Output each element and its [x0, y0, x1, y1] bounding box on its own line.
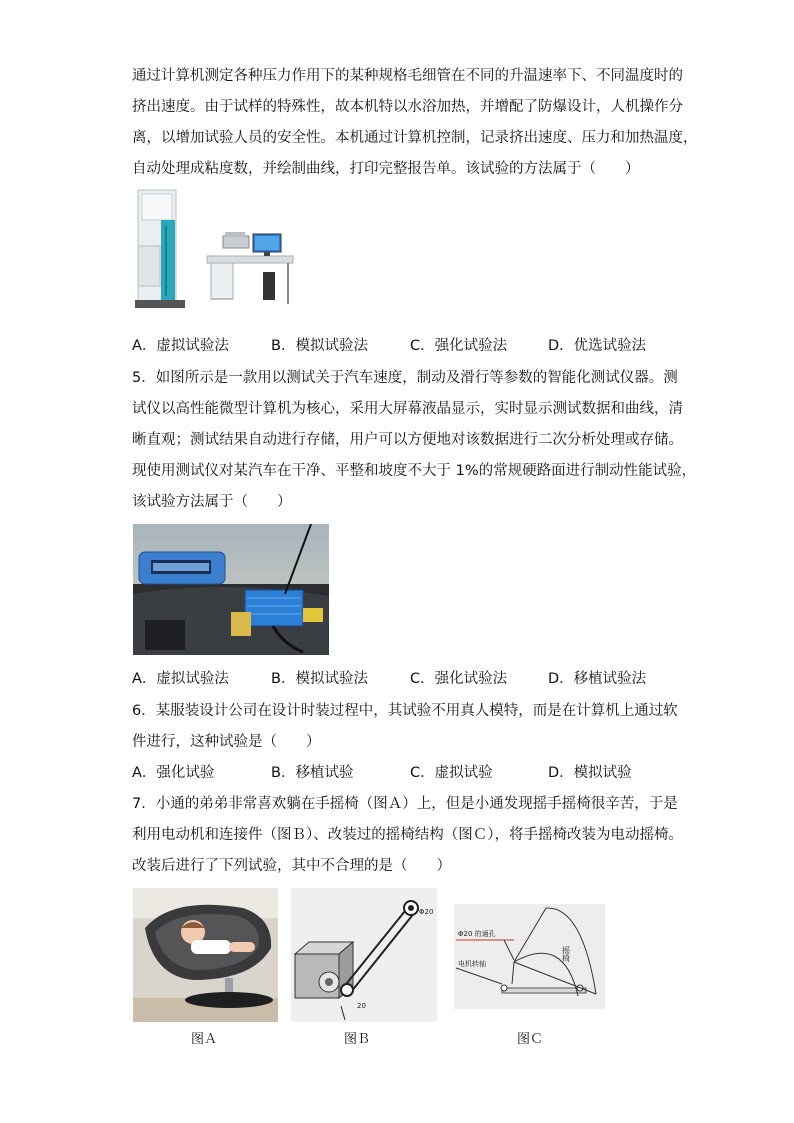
q5-text-line: 现使用测试仪对某汽车在干净、平整和坡度不大于 1%的常规硬路面进行制动性能试验，	[132, 463, 697, 479]
q7-text-line: 利用电动机和连接件（图Ｂ）、改装过的摇椅结构（图Ｃ），将手摇椅改装为电动摇椅。	[132, 827, 683, 843]
q5-text-line: 5．如图所示是一款用以测试关于汽车速度，制动及滑行等参数的智能化测试仪器。测	[132, 370, 678, 386]
q6-option-d: D．模拟试验	[548, 765, 632, 781]
q4-text-line: 通过计算机测定各种压力作用下的某种规格毛细管在不同的升温速率下、不同温度时的	[132, 68, 683, 84]
q4-text-line: 离，以增加试验人员的安全性。本机通过计算机控制，记录挤出速度、压力和加热温度，	[132, 130, 698, 146]
caption-figure-c: 图Ｃ	[517, 1032, 544, 1047]
motor-linkage-diagram	[291, 888, 437, 1022]
fig-c-hole-label: Φ20 的通孔	[458, 930, 496, 938]
fig-b-dim-label: 20	[357, 1002, 366, 1010]
chair-structure-diagram	[454, 904, 605, 1009]
q4-option-a: A．虚拟试验法	[132, 338, 229, 354]
q6-option-b: B．移植试验	[271, 765, 354, 781]
q5-option-a: A．虚拟试验法	[132, 671, 229, 687]
q6-text-line: 件进行，这种试验是（ ）	[132, 734, 321, 750]
fig-c-shaft-label: 电机转轴	[458, 960, 486, 968]
q6-option-c: C．虚拟试验	[410, 765, 493, 781]
viscometer-photo	[133, 186, 298, 314]
q4-option-d: D．优选试验法	[548, 338, 647, 354]
q5-option-c: C．强化试验法	[410, 671, 508, 687]
q4-text-line: 自动处理成粘度数，并绘制曲线，打印完整报告单。该试验的方法属于（ ）	[132, 161, 640, 177]
car-test-instrument-photo	[133, 524, 329, 655]
q5-option-b: B．模拟试验法	[271, 671, 368, 687]
fig-b-phi-label: Φ20	[419, 908, 434, 916]
q7-text-line: 7．小通的弟弟非常喜欢躺在手摇椅（图Ａ）上，但是小通发现摇手摇椅很辛苦，于是	[132, 796, 678, 812]
caption-figure-b: 图Ｂ	[344, 1032, 371, 1047]
q4-option-c: C．强化试验法	[410, 338, 508, 354]
caption-figure-a: 图Ａ	[191, 1032, 218, 1047]
q5-text-line: 晰直观；测试结果自动进行存储，用户可以方便地对该数据进行二次分析处理或存储。	[132, 432, 683, 448]
q5-text-line: 试仪以高性能微型计算机为核心，采用大屏幕液晶显示，实时显示测试数据和曲线，清	[132, 401, 683, 417]
q4-option-b: B．模拟试验法	[271, 338, 368, 354]
fig-c-chair-label: 摇椅	[561, 946, 571, 962]
q5-option-d: D．移植试验法	[548, 671, 647, 687]
q6-text-line: 6．某服装设计公司在设计时装过程中，其试验不用真人模特，而是在计算机上通过软	[132, 703, 678, 719]
q5-text-line: 该试验方法属于（ ）	[132, 494, 292, 510]
rocking-chair-photo	[133, 888, 278, 1022]
q4-text-line: 挤出速度。由于试样的特殊性，故本机特以水浴加热，并增配了防爆设计，人机操作分	[132, 99, 683, 115]
q7-text-line: 改装后进行了下列试验，其中不合理的是（ ）	[132, 858, 451, 874]
q6-option-a: A．强化试验	[132, 765, 215, 781]
